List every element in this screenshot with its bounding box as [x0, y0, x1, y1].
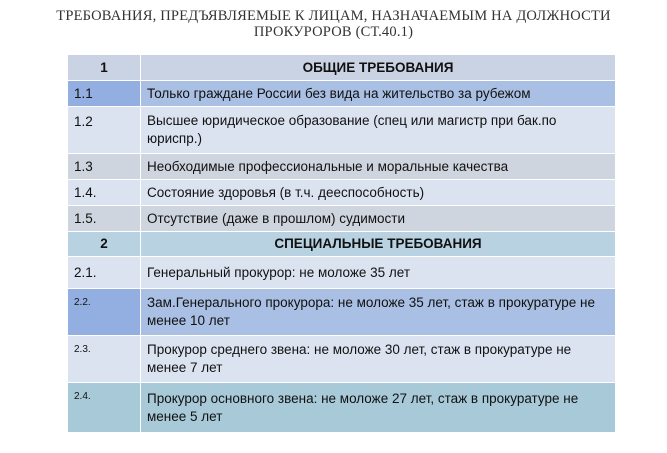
table-row [68, 81, 616, 107]
row-text: Только граждане России без вида на жительство за рубежом [141, 81, 616, 107]
row-number: 1.4. [68, 180, 141, 206]
row-text: Прокурор основного звена: не моложе 27 лет, стаж в прокуратуре не менее 5 лет [141, 383, 616, 433]
title-line-1: ТРЕБОВАНИЯ, ПРЕДЪЯВЛЯЕМЫЕ К ЛИЦАМ, НАЗНАЧАЕМЫМ НА ДОЛЖНОСТИ [56, 8, 611, 24]
section-number: 2 [68, 232, 141, 257]
table-row [68, 206, 616, 232]
row-text: Необходимые профессиональные и моральные качества [141, 154, 616, 180]
row-number: 2.1. [68, 257, 141, 289]
row-text: Прокурор среднего звена: не моложе 30 лет, стаж в прокуратуре не менее 7 лет [141, 336, 616, 383]
table-row [68, 336, 616, 383]
row-number: 2.2. [68, 289, 141, 336]
table-row [68, 180, 616, 206]
table-row [68, 257, 616, 289]
section-header-general [68, 55, 616, 81]
row-number: 1.5. [68, 206, 141, 232]
row-text: Состояние здоровья (в т.ч. дееспособность) [141, 180, 616, 206]
section-number: 1 [68, 55, 141, 81]
table-row [68, 289, 616, 336]
row-text: Отсутствие (даже в прошлом) судимости [141, 206, 616, 232]
title-line-2: ПРОКУРОРОВ (СТ.40.1) [253, 24, 414, 40]
row-number: 2.3. [68, 336, 141, 383]
table-row [68, 383, 616, 433]
requirements-table [67, 54, 616, 433]
row-text: Генеральный прокурор: не моложе 35 лет [141, 257, 616, 289]
section-title: ОБЩИЕ ТРЕБОВАНИЯ [141, 55, 616, 81]
slide-title [20, 8, 647, 40]
section-header-special [68, 232, 616, 257]
row-number: 1.2 [68, 107, 141, 154]
table-row [68, 154, 616, 180]
table-row [68, 107, 616, 154]
row-text: Зам.Генерального прокурора: не моложе 35 лет, стаж в прокуратуре не менее 10 лет [141, 289, 616, 336]
row-text: Высшее юридическое образование (спец или магистр при бак.по юриспр.) [141, 107, 616, 154]
section-title: СПЕЦИАЛЬНЫЕ ТРЕБОВАНИЯ [141, 232, 616, 257]
row-number: 1.3 [68, 154, 141, 180]
row-number: 2.4. [68, 383, 141, 433]
row-number: 1.1 [68, 81, 141, 107]
